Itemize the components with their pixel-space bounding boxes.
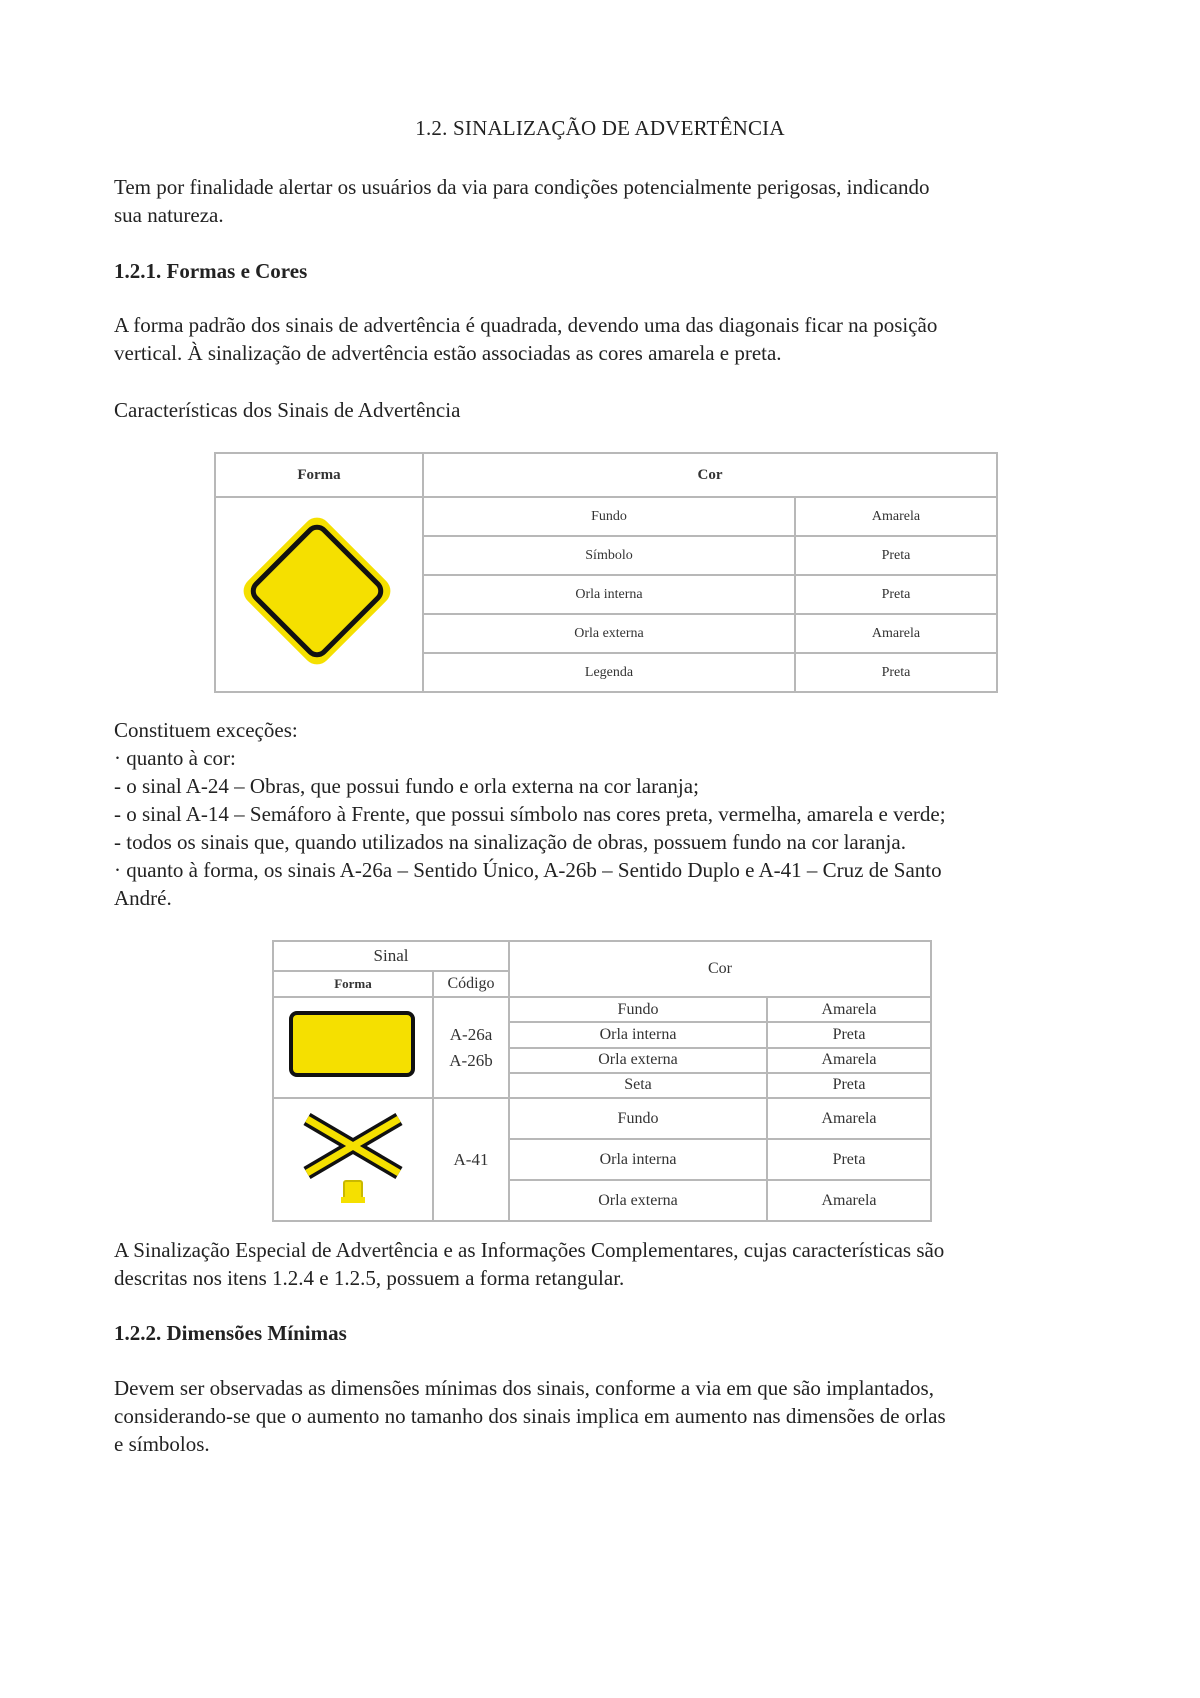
special-line: A Sinalização Especial de Advertência e as Informações Complementares, cujas características são — [114, 1238, 945, 1262]
header-codigo: Código — [433, 971, 509, 997]
section-heading-formas-cores: 1.2.1. Formas e Cores — [114, 259, 308, 283]
element-cell: Orla externa — [509, 1048, 767, 1073]
special-line: descritas nos itens 1.2.4 e 1.2.5, possuem a forma retangular. — [114, 1266, 625, 1290]
dimensoes-line: considerando-se que o aumento no tamanho dos sinais implica em aumento nas dimensões de orlas — [114, 1404, 946, 1428]
header-forma: Forma — [273, 971, 433, 997]
exceptions-line: - todos os sinais que, quando utilizados na sinalização de obras, possuem fundo na cor laranja. — [114, 830, 906, 854]
table-row — [215, 497, 997, 536]
table-row — [273, 1098, 931, 1139]
color-cell: Amarela — [795, 614, 997, 653]
table-header-row — [273, 941, 931, 971]
color-cell: Preta — [767, 1022, 931, 1047]
intro-paragraph — [114, 173, 1094, 229]
header-cor: Cor — [423, 453, 997, 497]
color-cell: Preta — [767, 1073, 931, 1098]
header-cor: Cor — [509, 941, 931, 997]
rectangle-warning-sign-icon — [275, 998, 431, 1092]
code-a41: A-41 — [433, 1098, 509, 1221]
table-row — [273, 997, 931, 1022]
dimensoes-line: e símbolos. — [114, 1432, 210, 1456]
color-cell: Preta — [795, 536, 997, 575]
element-cell: Orla externa — [509, 1180, 767, 1221]
code-cell — [433, 997, 509, 1098]
element-cell: Legenda — [423, 653, 795, 692]
shape-cell — [273, 997, 433, 1098]
table-caption: Características dos Sinais de Advertência — [114, 398, 461, 422]
element-cell: Fundo — [509, 997, 767, 1022]
code-a26a: A-26a — [449, 1024, 493, 1044]
dimensoes-line: Devem ser observadas as dimensões mínimas dos sinais, conforme a via em que são implantados, — [114, 1376, 934, 1400]
formas-paragraph — [114, 311, 1094, 367]
section-heading-dimensoes: 1.2.2. Dimensões Mínimas — [114, 1321, 347, 1345]
element-cell: Seta — [509, 1073, 767, 1098]
special-paragraph — [114, 1236, 1094, 1292]
dimensoes-paragraph — [114, 1374, 1094, 1458]
intro-line: sua natureza. — [114, 203, 224, 227]
color-cell: Amarela — [795, 497, 997, 536]
table-header-row — [215, 453, 997, 497]
exceptions-line: · quanto à forma, os sinais A-26a – Sentido Único, A-26b – Sentido Duplo e A-41 – Cruz de Santo — [114, 858, 942, 882]
color-cell: Amarela — [767, 1180, 931, 1221]
diamond-warning-sign-icon — [217, 503, 421, 681]
header-forma: Forma — [215, 453, 423, 497]
color-cell: Amarela — [767, 1098, 931, 1139]
element-cell: Orla interna — [509, 1139, 767, 1180]
saint-andrew-cross-sign-icon — [275, 1101, 431, 1213]
exceptions-table — [272, 940, 932, 1222]
intro-line: Tem por finalidade alertar os usuários da via para condições potencialmente perigosas, indicando — [114, 175, 930, 199]
color-cell: Preta — [795, 653, 997, 692]
color-cell: Preta — [767, 1139, 931, 1180]
element-cell: Fundo — [423, 497, 795, 536]
element-cell: Orla interna — [509, 1022, 767, 1047]
exceptions-line: André. — [114, 886, 172, 910]
exceptions-line: - o sinal A-24 – Obras, que possui fundo e orla externa na cor laranja; — [114, 774, 699, 798]
element-cell: Símbolo — [423, 536, 795, 575]
color-cell: Amarela — [767, 997, 931, 1022]
element-cell: Orla interna — [423, 575, 795, 614]
color-cell: Preta — [795, 575, 997, 614]
characteristics-table — [214, 452, 998, 693]
exceptions-line: · quanto à cor: — [114, 746, 236, 770]
header-sinal: Sinal — [273, 941, 509, 971]
element-cell: Orla externa — [423, 614, 795, 653]
page-title: 1.2. SINALIZAÇÃO DE ADVERTÊNCIA — [415, 116, 785, 140]
exceptions-line: Constituem exceções: — [114, 718, 298, 742]
formas-line: A forma padrão dos sinais de advertência é quadrada, devendo uma das diagonais ficar na posição — [114, 313, 938, 337]
element-cell: Fundo — [509, 1098, 767, 1139]
code-a26b: A-26b — [449, 1050, 493, 1070]
exceptions-paragraph — [114, 716, 1094, 912]
formas-line: vertical. À sinalização de advertência estão associadas as cores amarela e preta. — [114, 341, 782, 365]
shape-cell — [273, 1098, 433, 1221]
color-cell: Amarela — [767, 1048, 931, 1073]
exceptions-line: - o sinal A-14 – Semáforo à Frente, que possui símbolo nas cores preta, vermelha, amarela e verde; — [114, 802, 946, 826]
shape-cell — [215, 497, 423, 692]
